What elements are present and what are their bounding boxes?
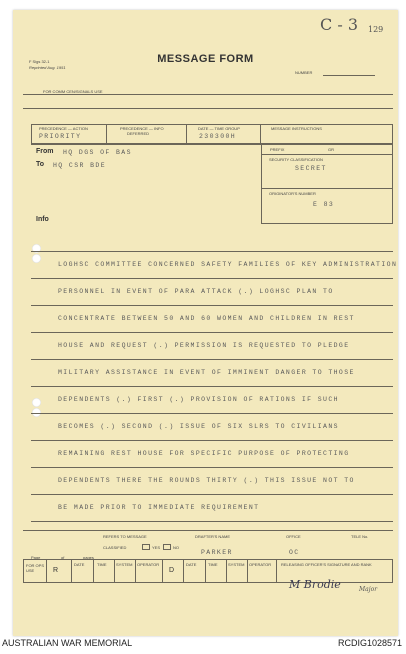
precedence-action-value: PRIORITY (39, 133, 82, 140)
col-date-label-2: DATE (186, 562, 197, 567)
precedence-info-sublabel: DEFERRED (127, 131, 150, 136)
message-line-10: BE MADE PRIOR TO IMMEDIATE REQUIREMENT (58, 504, 260, 511)
message-line-1: LOGHSC COMMITTEE CONCERNED SAFETY FAMILIES OF KEY ADMINISTRATION (58, 261, 398, 268)
classified-label: CLASSIFIED (103, 545, 127, 550)
precedence-info-label: PRECEDENCE — INFO (120, 126, 164, 131)
gr-label: GR (328, 147, 334, 152)
message-line-4: HOUSE AND REQUEST (.) PERMISSION IS REQUESTED TO PLEDGE (58, 342, 350, 349)
precedence-action-label: PRECEDENCE — ACTION (39, 126, 88, 131)
security-classification-value: SECRET (295, 165, 327, 172)
col-time-label: TIME (97, 562, 107, 567)
tele-number-label: TELE No. (351, 534, 369, 539)
from-label: From (36, 148, 54, 155)
info-label: Info (36, 216, 49, 223)
comm-cen-label: FOR COMM CEN/SIGNALS USE (43, 89, 103, 94)
message-form-sheet (13, 10, 398, 636)
dtg-label: DATE — TIME GROUP (198, 126, 240, 131)
drafters-name-value: PARKER (201, 549, 233, 556)
col-operator-label: OPERATOR (137, 562, 160, 567)
releasing-officer-label: RELEASING OFFICER'S SIGNATURE AND RANK (281, 562, 372, 567)
security-block (261, 144, 393, 224)
security-classification-label: SECURITY CLASSIFICATION (269, 157, 323, 162)
prefix-label: PREFIX (270, 147, 285, 152)
message-line-2: PERSONNEL IN EVENT OF PARA ATTACK (.) LOGHSC PLAN TO (58, 288, 334, 295)
office-value: OC (289, 549, 300, 556)
col-operator-label-2: OPERATOR (249, 562, 272, 567)
col-time-label-2: TIME (208, 562, 218, 567)
originator-number-value: E 83 (313, 201, 335, 208)
message-instructions-label: MESSAGE INSTRUCTIONS (271, 126, 322, 131)
message-line-9: DEPENDENTS THERE THE ROUNDS THIRTY (.) THIS ISSUE NOT TO (58, 477, 355, 484)
footer-record-id: RCDIG1028571 (337, 638, 402, 648)
to-value: HQ CSR BDE (53, 162, 107, 169)
handwritten-reference: C - 3 (320, 15, 358, 34)
from-value: HQ DGS OF BAS (63, 149, 132, 156)
col-d-label: D (169, 567, 175, 574)
handwritten-page-number: 129 (368, 25, 384, 34)
page-label: Page (31, 555, 41, 560)
drafters-name-label: DRAFTER'S NAME (195, 534, 230, 539)
col-system-label-2: SYSTEM (228, 562, 245, 567)
punch-hole (32, 398, 41, 407)
footer-institution: AUSTRALIAN WAR MEMORIAL (2, 638, 133, 648)
page-of-label: of (61, 555, 65, 560)
message-line-8: REMAINING REST HOUSE FOR SPECIFIC PURPOSE OF PROTECTING (58, 450, 350, 457)
message-line-6: DEPENDENTS (.) FIRST (.) PROVISION OF RATIONS IF SUCH (58, 396, 339, 403)
form-code: F Sigs 32-1 (29, 59, 50, 64)
classified-yes-checkbox (142, 544, 150, 550)
form-title: MESSAGE FORM (157, 53, 254, 65)
classified-no-checkbox (163, 544, 171, 550)
message-line-3: CONCENTRATE BETWEEN 50 AND 60 WOMEN AND CHILDREN IN REST (58, 315, 355, 322)
classified-no-label: NO (173, 545, 179, 550)
releasing-officer-signature: M Brodie (289, 578, 341, 591)
message-line-7: BECOMES (.) SECOND (.) ISSUE OF SIX SLRS TO CIVILIANS (58, 423, 339, 430)
form-revision: Reprinted Aug. 1951 (29, 65, 66, 70)
dtg-value: 230300H (199, 133, 237, 140)
pages-label: pages (83, 555, 94, 560)
message-line-5: MILITARY ASSISTANCE IN EVENT OF IMMINENT DANGER TO THOSE (58, 369, 355, 376)
number-label: NUMBER (295, 70, 313, 75)
classified-yes-label: YES (152, 545, 161, 550)
originator-number-label: ORIGINATOR'S NUMBER (269, 191, 316, 196)
refers-to-message-label: REFERS TO MESSAGE (103, 534, 147, 539)
for-ops-use-label: FOR OPS USE (26, 563, 45, 573)
office-label: OFFICE (286, 534, 301, 539)
col-date-label: DATE (74, 562, 85, 567)
punch-hole (32, 254, 41, 263)
releasing-officer-rank: Major (359, 586, 378, 593)
col-system-label: SYSTEM (116, 562, 133, 567)
col-r-label: R (53, 567, 59, 574)
to-label: To (36, 161, 45, 168)
